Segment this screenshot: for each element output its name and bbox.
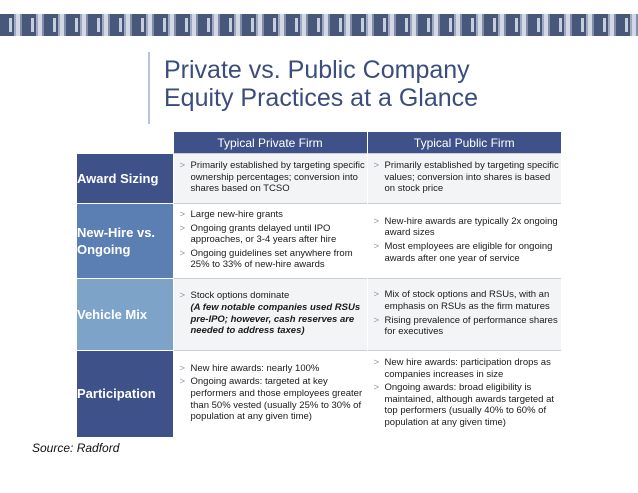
slide-title xyxy=(164,56,604,112)
table-row xyxy=(77,154,561,204)
bullet-chevron-icon: > xyxy=(179,160,186,172)
list-item: > Ongoing guidelines set anywhere from 25% to 33% of new-hire awards xyxy=(179,247,353,271)
column-header-private: Typical Private Firm xyxy=(173,132,367,154)
bullet-chevron-icon: > xyxy=(373,314,380,326)
list-item: > Large new-hire grants xyxy=(179,209,283,221)
bullet-chevron-icon: > xyxy=(179,222,186,234)
cell-participation-private xyxy=(173,351,367,437)
source-citation: Source: Radford xyxy=(32,441,120,455)
bullet-chevron-icon: > xyxy=(179,247,186,259)
table-row xyxy=(77,204,561,279)
table-header-row xyxy=(77,132,561,154)
list-item: > Mix of stock options and RSUs, with an emphasis on RSUs as the firm matures xyxy=(373,289,550,312)
column-header-public: Typical Public Firm xyxy=(367,132,561,154)
cell-new-hire-private xyxy=(173,204,367,279)
bullet-chevron-icon: > xyxy=(179,290,186,302)
list-item: > Ongoing awards: broad eligibility is maintained, although awards targeted at top performers (usually 40% to 60% of population at any given time) xyxy=(373,382,555,428)
bullet-chevron-icon: > xyxy=(373,356,380,368)
bullet-chevron-icon: > xyxy=(179,209,186,221)
title-accent-rule xyxy=(148,52,150,124)
bullet-chevron-icon: > xyxy=(373,160,380,172)
list-item: > New hire awards: participation drops as companies increases in size xyxy=(373,356,551,380)
list-item: > New hire awards: nearly 100% xyxy=(179,362,320,374)
list-item: > Ongoing awards: targeted at key performers and those employees greater than 50% vested (usually 25% to 30% of population at any given time) xyxy=(179,376,363,423)
cell-award-sizing-private xyxy=(173,154,367,204)
bullet-chevron-icon: > xyxy=(373,382,380,394)
cell-award-sizing-public xyxy=(367,154,561,204)
bullet-chevron-icon: > xyxy=(179,376,186,388)
cell-new-hire-public xyxy=(367,204,561,279)
list-item: > Most employees are eligible for ongoing awards after one year of service xyxy=(373,241,553,264)
bullet-chevron-icon: > xyxy=(373,241,380,252)
list-item: > Primarily established by targeting specific ownership percentages; conversion into shares based on TCSO xyxy=(179,160,365,195)
cell-vehicle-mix-private xyxy=(173,279,367,351)
slide-title-line2: Equity Practices at a Glance xyxy=(164,84,479,112)
list-item: > Ongoing grants delayed until IPO approaches, or 3-4 years after hire xyxy=(179,222,337,246)
row-label-new-hire-vs-ongoing: New-Hire vs. Ongoing xyxy=(77,204,173,279)
row-label-participation: Participation xyxy=(77,351,173,437)
list-item: > Primarily established by targeting specific values; conversion into shares is based on stock price xyxy=(373,160,559,195)
list-item: > New-hire awards are typically 2x ongoing award sizes xyxy=(373,215,558,239)
row-label-vehicle-mix: Vehicle Mix xyxy=(77,279,173,351)
table-row xyxy=(77,351,561,437)
decorative-header-band-pattern xyxy=(0,18,638,32)
cell-vehicle-mix-public xyxy=(367,279,561,351)
comparison-table xyxy=(77,132,561,437)
bullet-chevron-icon: > xyxy=(373,215,380,227)
bullet-chevron-icon: > xyxy=(179,362,186,374)
list-item: > Rising prevalence of performance shares for executives xyxy=(373,314,558,338)
table-row xyxy=(77,279,561,351)
private-vehicle-note: (A few notable companies used RSUs pre-IPO; however, cash reserves are needed to address taxes) xyxy=(190,301,361,337)
list-item: > Stock options dominate (A few notable companies used RSUs pre-IPO; however, cash reserves are needed to address taxes) xyxy=(174,290,367,336)
bullet-chevron-icon: > xyxy=(373,289,380,301)
table-corner-blank xyxy=(77,132,173,154)
slide-title-line1: Private vs. Public Company xyxy=(164,56,470,84)
cell-participation-public xyxy=(367,351,561,437)
row-label-award-sizing: Award Sizing xyxy=(77,154,173,204)
